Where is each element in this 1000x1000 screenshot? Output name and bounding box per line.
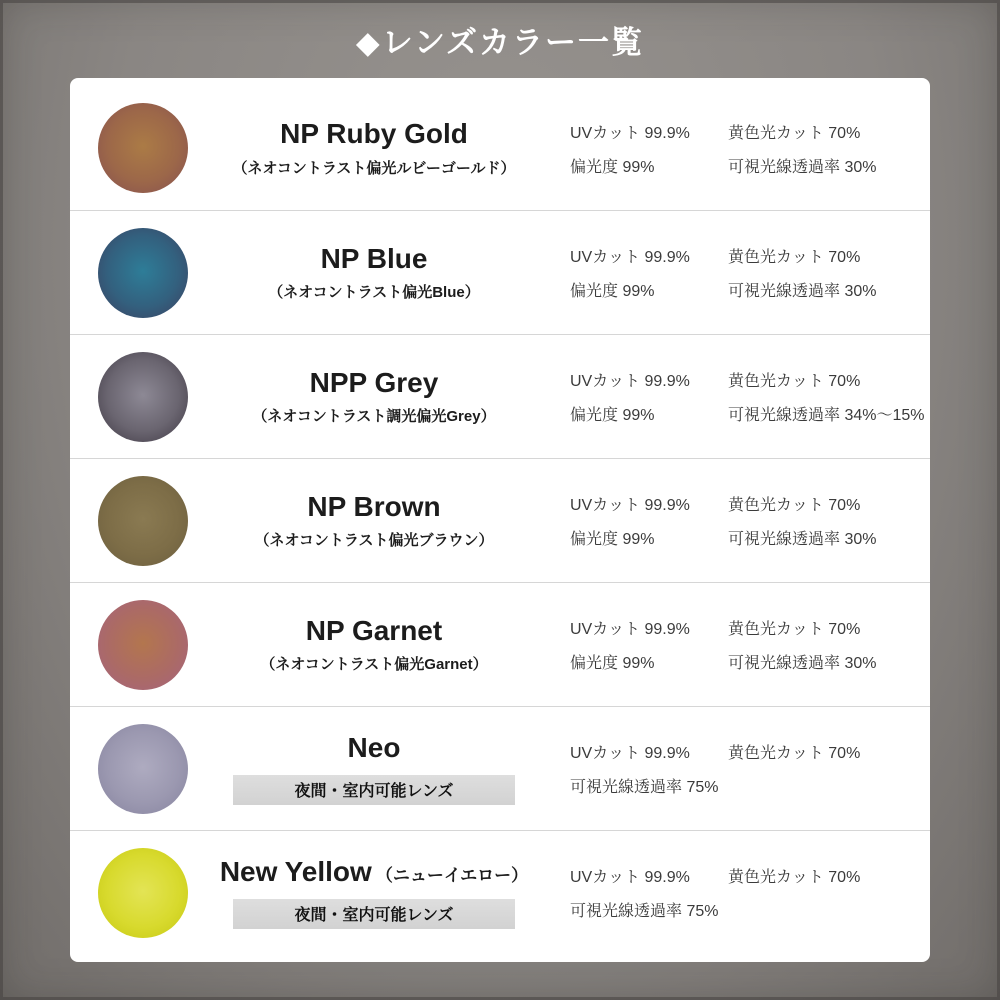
spec-transmittance: 可視光線透過率 75% (570, 779, 719, 796)
spec-transmittance: 可視光線透過率 30% (728, 655, 877, 672)
spec-polarization: 偏光度 99% (570, 407, 655, 424)
spec-uv-cut: UVカット 99.9% (570, 621, 690, 638)
lens-subtitle: （ネオコントラスト偏光ルビーゴールド） (232, 159, 516, 177)
lens-swatch-np-blue (98, 228, 188, 318)
spec-polarization: 偏光度 99% (570, 158, 655, 176)
lens-swatch-np-ruby-gold (98, 103, 188, 193)
lens-name: New Yellow （ニューイエロー） (219, 856, 529, 888)
spec-yellow-light-cut: 黄色光カット 70% (728, 869, 861, 886)
spec-yellow-light-cut: 黄色光カット 70% (728, 249, 861, 266)
lens-subtitle: （ネオコントラスト偏光Garnet） (260, 656, 488, 674)
spec-uv-cut: UVカット 99.9% (570, 373, 690, 390)
spec-transmittance: 可視光線透過率 30% (728, 158, 877, 176)
lens-swatch-npp-grey (98, 352, 188, 442)
lens-specs (550, 120, 930, 177)
page-header (0, 0, 1000, 78)
lens-row-np-blue (70, 210, 930, 334)
lens-specs (550, 492, 930, 549)
lens-specs (550, 244, 930, 301)
lens-row-npp-grey (70, 334, 930, 458)
spec-uv-cut: UVカット 99.9% (570, 497, 690, 514)
spec-yellow-light-cut: 黄色光カット 70% (728, 745, 861, 762)
lens-row-np-garnet (70, 582, 930, 706)
lens-specs (550, 368, 930, 425)
lens-name: NPP Grey (309, 366, 439, 398)
lens-swatch-neo (98, 724, 188, 814)
spec-transmittance: 可視光線透過率 30% (728, 283, 877, 300)
lens-swatch-new-yellow (98, 848, 188, 938)
lens-name: NP Garnet (305, 614, 443, 646)
night-indoor-badge: 夜間・室内可能レンズ (233, 899, 515, 929)
lens-subtitle: （ネオコントラスト偏光ブラウン） (254, 532, 494, 550)
spec-polarization: 偏光度 99% (570, 283, 655, 300)
spec-polarization: 偏光度 99% (570, 531, 655, 548)
lens-swatch-np-garnet (98, 600, 188, 690)
lens-swatch-np-brown (98, 476, 188, 566)
lens-subtitle: （ネオコントラスト調光偏光Grey） (252, 408, 496, 426)
lens-name-note: （ニューイエロー） (375, 866, 529, 886)
spec-transmittance: 可視光線透過率 34%～15% (728, 407, 925, 424)
lens-name: Neo (347, 732, 401, 764)
spec-transmittance: 可視光線透過率 30% (728, 531, 877, 548)
spec-polarization: 偏光度 99% (570, 655, 655, 672)
lens-specs (550, 740, 930, 797)
spec-yellow-light-cut: 黄色光カット 70% (728, 497, 861, 514)
lens-row-new-yellow (70, 830, 930, 954)
lens-name: NP Blue (320, 242, 428, 274)
spec-uv-cut: UVカット 99.9% (570, 249, 690, 266)
spec-transmittance: 可視光線透過率 75% (570, 903, 719, 920)
spec-uv-cut: UVカット 99.9% (570, 124, 690, 142)
spec-yellow-light-cut: 黄色光カット 70% (728, 124, 861, 142)
lens-subtitle: （ネオコントラスト偏光Blue） (268, 284, 480, 302)
lens-specs (550, 616, 930, 673)
lens-name: NP Brown (307, 490, 441, 522)
lens-list-panel (70, 78, 930, 962)
night-indoor-badge: 夜間・室内可能レンズ (233, 775, 515, 805)
lens-specs (550, 864, 930, 921)
spec-yellow-light-cut: 黄色光カット 70% (728, 373, 861, 390)
spec-uv-cut: UVカット 99.9% (570, 869, 690, 886)
spec-uv-cut: UVカット 99.9% (570, 745, 690, 762)
lens-row-np-ruby-gold (70, 86, 930, 210)
spec-yellow-light-cut: 黄色光カット 70% (728, 621, 861, 638)
page-title: ◆レンズカラー一覧 (355, 24, 645, 60)
lens-row-neo (70, 706, 930, 830)
lens-name: NP Ruby Gold (280, 118, 468, 150)
lens-row-np-brown (70, 458, 930, 582)
